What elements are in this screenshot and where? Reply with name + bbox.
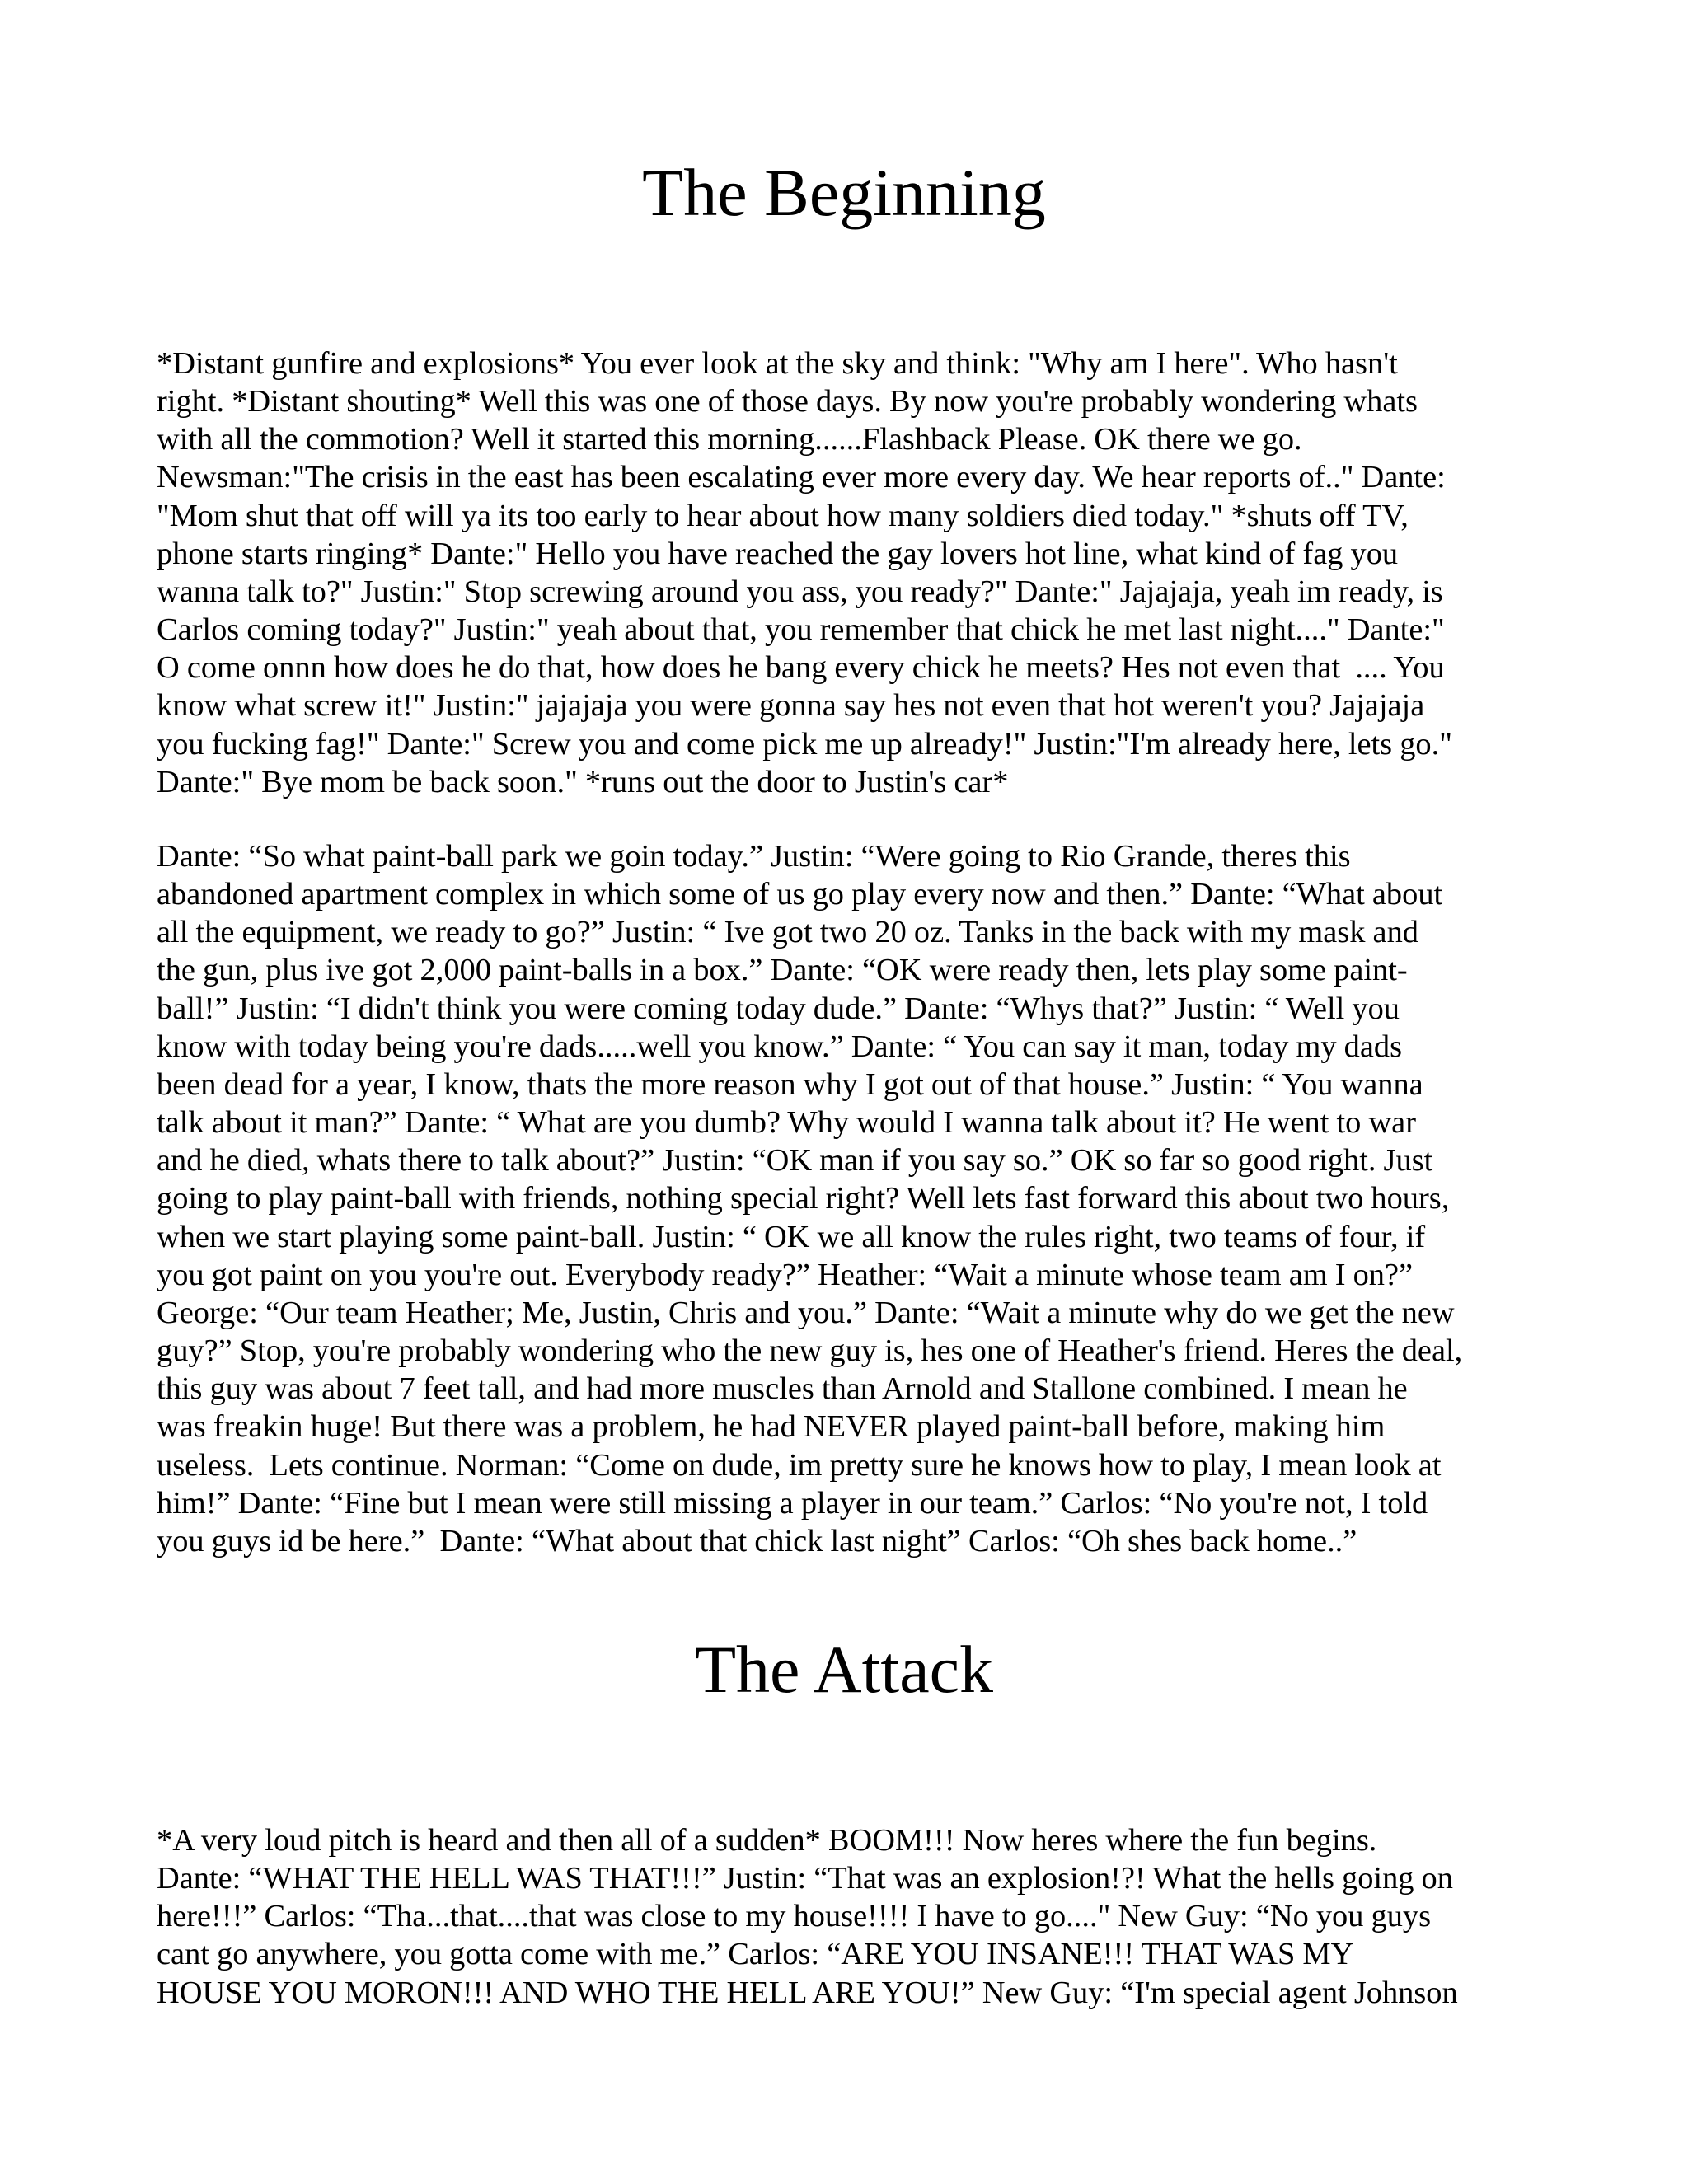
- paragraph-intro: *Distant gunfire and explosions* You ever look at the sky and think: "Why am I here". Who hasn't right. *Distant shouting* Well this was one of those days. By now you're probably wondering whats with all the commotion? Well it started this morning......Flashback Please. OK there we go. Newsman:"The crisis in the east has been escalating ever more every day. We hear reports of.." Dante: "Mom shut that off will ya its too early to hear about how many soldiers died today." *shuts off TV, phone starts ringing* Dante:" Hello you have reached the gay lovers hot line, what kind of fag you wanna talk to?" Justin:" Stop screwing around you ass, you ready?" Dante:" Jajajaja, yeah im ready, is Carlos coming today?" Justin:" yeah about that, you remember that chick he met last night...." Dante:" O come onnn how does he do that, how does he bang every chick he meets? Hes not even that .... You know what screw it!" Justin:" jajajaja you were gonna say hes not even that hot weren't you? Jajajaja you fucking fag!" Dante:" Screw you and come pick me up already!" Justin:"I'm already here, lets go." Dante:" Bye mom be back soon." *runs out the door to Justin's car*: [157, 346, 1452, 799]
- paragraph-attack: *A very loud pitch is heard and then all of a sudden* BOOM!!! Now heres where the fun begins. Dante: “WHAT THE HELL WAS THAT!!!” Justin: “That was an explosion!?! What the hells going on here!!!” Carlos: “Tha...that....that was close to my house!!!! I have to go...." New Guy: “No you guys cant go anywhere, you gotta come with me.” Carlos: “ARE YOU INSANE!!! THAT WAS MY HOUSE YOU MORON!!! AND WHO THE HELL ARE YOU!” New Guy: “I'm special agent Johnson: [157, 1823, 1458, 2010]
- section-heading-attack: The Attack: [694, 1632, 994, 1707]
- paragraph-paintball: Dante: “So what paint-ball park we goin today.” Justin: “Were going to Rio Grande, theres this abandoned apartment complex in which some of us go play every now and then.” Dante: “What about all the equipment, we ready to go?” Justin: “ Ive got two 20 oz. Tanks in the back with my mask and the gun, plus ive got 2,000 paint-balls in a box.” Dante: “OK were ready then, lets play some paint- ball!” Justin: “I didn't think you were coming today dude.” Dante: “Whys that?” Justin: “ Well you know with today being you're dads.....well you know.” Dante: “ You can say it man, today my dads been dead for a year, I know, thats the more reason why I got out of that house.” Justin: “ You wanna talk about it man?” Dante: “ What are you dumb? Why would I wanna talk about it? He went to war and he died, whats there to talk about?” Justin: “OK man if you say so.” OK so far so good right. Just going to play paint-ball with friends, nothing special right? Well lets fast forward this about two hours, when we start playing some paint-ball. Justin: “ OK we all know the rules right, two teams of four, if you got paint on you you're out. Everybody ready?” Heather: “Wait a minute whose team am I on?” George: “Our team Heather; Me, Justin, Chris and you.” Dante: “Wait a minute why do we get the new guy?” Stop, you're probably wondering who the new guy is, hes one of Heather's friend. Heres the deal, this guy was about 7 feet tall, and had more muscles than Arnold and Stallone combined. I mean he was freakin huge! But there was a problem, he had NEVER played paint-ball before, making him useless. Lets continue. Norman: “Come on dude, im pretty sure he knows how to play, I mean look at him!” Dante: “Fine but I mean were still missing a player in our team.” Carlos: “No you're not, I told you guys id be here.” Dante: “What about that chick last night” Carlos: “Oh shes back home..”: [157, 839, 1463, 1558]
- section-heading-beginning: The Beginning: [642, 155, 1046, 230]
